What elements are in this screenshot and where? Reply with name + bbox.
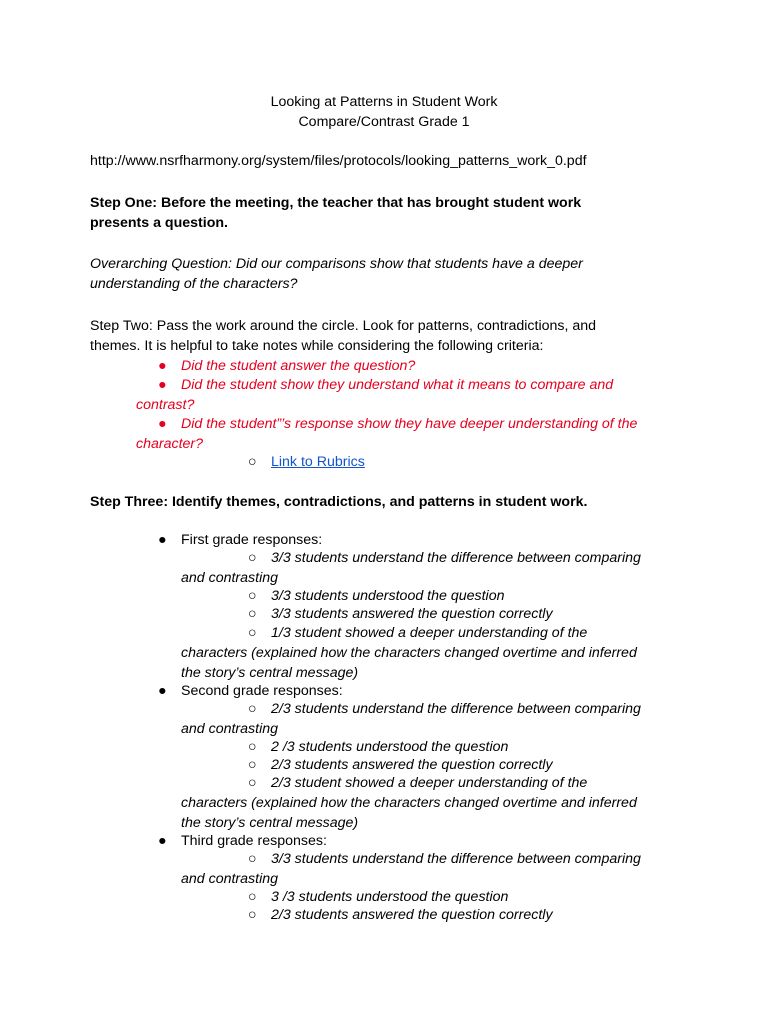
first-grade-item-1-line1: 3/3 students understand the difference between comparing — [271, 550, 641, 566]
hollow-bullet-icon: ○ — [248, 907, 257, 923]
hollow-bullet-icon: ○ — [248, 625, 257, 641]
step-two-line1: Step Two: Pass the work around the circle. Look for patterns, contradictions, and — [90, 318, 597, 334]
source-url: http://www.nsrfharmony.org/system/files/protocols/looking_patterns_work_0.pdf — [90, 153, 587, 169]
criterion-2-line2: contrast? — [136, 397, 195, 413]
rubrics-link[interactable]: Link to Rubrics — [271, 454, 365, 470]
second-grade-item-1-line1: 2/3 students understand the difference between comparing — [271, 701, 641, 717]
group-label-second-grade: Second grade responses: — [181, 683, 343, 699]
first-grade-item-3: 3/3 students answered the question correctly — [271, 606, 553, 622]
hollow-bullet-icon: ○ — [248, 701, 257, 717]
first-grade-item-2: 3/3 students understood the question — [271, 588, 505, 604]
criterion-3-line1: Did the student”’s response show they have deeper understanding of the — [181, 416, 638, 432]
second-grade-item-1-line2: and contrasting — [181, 721, 279, 737]
doc-title-line2: Compare/Contrast Grade 1 — [298, 114, 470, 130]
third-grade-item-3: 2/3 students answered the question correctly — [271, 907, 553, 923]
step-three-heading: Step Three: Identify themes, contradictions, and patterns in student work. — [90, 494, 588, 510]
hollow-bullet-icon: ○ — [248, 889, 257, 905]
third-grade-item-1-line1: 3/3 students understand the difference between comparing — [271, 851, 641, 867]
group-bullet-icon: ● — [158, 532, 167, 548]
third-grade-item-1-line2: and contrasting — [181, 871, 279, 887]
group-bullet-icon: ● — [158, 683, 167, 699]
doc-title-line1: Looking at Patterns in Student Work — [270, 94, 498, 110]
second-grade-item-4-line3: the story’s central message) — [181, 815, 359, 831]
step-one-line1: Step One: Before the meeting, the teacher that has brought student work — [90, 195, 582, 211]
first-grade-item-4-line3: the story’s central message) — [181, 665, 359, 681]
hollow-bullet-icon: ○ — [248, 757, 257, 773]
step-one-line2: presents a question. — [90, 215, 228, 231]
hollow-bullet-icon: ○ — [248, 775, 257, 791]
criterion-3-line2: character? — [136, 436, 204, 452]
criterion-1: Did the student answer the question? — [181, 358, 416, 374]
criterion-2-line1: Did the student show they understand what it means to compare and — [181, 377, 614, 393]
hollow-bullet-icon: ○ — [248, 606, 257, 622]
hollow-bullet-icon: ○ — [248, 739, 257, 755]
criterion-bullet-icon: ● — [158, 416, 167, 432]
second-grade-item-2: 2 /3 students understood the question — [271, 739, 509, 755]
hollow-bullet-icon: ○ — [248, 454, 257, 470]
step-two-line2: themes. It is helpful to take notes while considering the following criteria: — [90, 338, 544, 354]
second-grade-item-4-line2: characters (explained how the characters changed overtime and inferred — [181, 795, 637, 811]
criterion-bullet-icon: ● — [158, 358, 167, 374]
group-label-first-grade: First grade responses: — [181, 532, 323, 548]
second-grade-item-3: 2/3 students answered the question correctly — [271, 757, 553, 773]
overarching-question-line1: Overarching Question: Did our comparisons show that students have a deeper — [90, 256, 583, 272]
first-grade-item-1-line2: and contrasting — [181, 570, 279, 586]
third-grade-item-2: 3 /3 students understood the question — [271, 889, 509, 905]
hollow-bullet-icon: ○ — [248, 588, 257, 604]
hollow-bullet-icon: ○ — [248, 851, 257, 867]
group-bullet-icon: ● — [158, 833, 167, 849]
hollow-bullet-icon: ○ — [248, 550, 257, 566]
criterion-bullet-icon: ● — [158, 377, 167, 393]
first-grade-item-4-line1: 1/3 student showed a deeper understanding of the — [271, 625, 588, 641]
first-grade-item-4-line2: characters (explained how the characters changed overtime and inferred — [181, 645, 637, 661]
second-grade-item-4-line1: 2/3 student showed a deeper understanding of the — [271, 775, 588, 791]
group-label-third-grade: Third grade responses: — [181, 833, 327, 849]
overarching-question-line2: understanding of the characters? — [90, 276, 298, 292]
